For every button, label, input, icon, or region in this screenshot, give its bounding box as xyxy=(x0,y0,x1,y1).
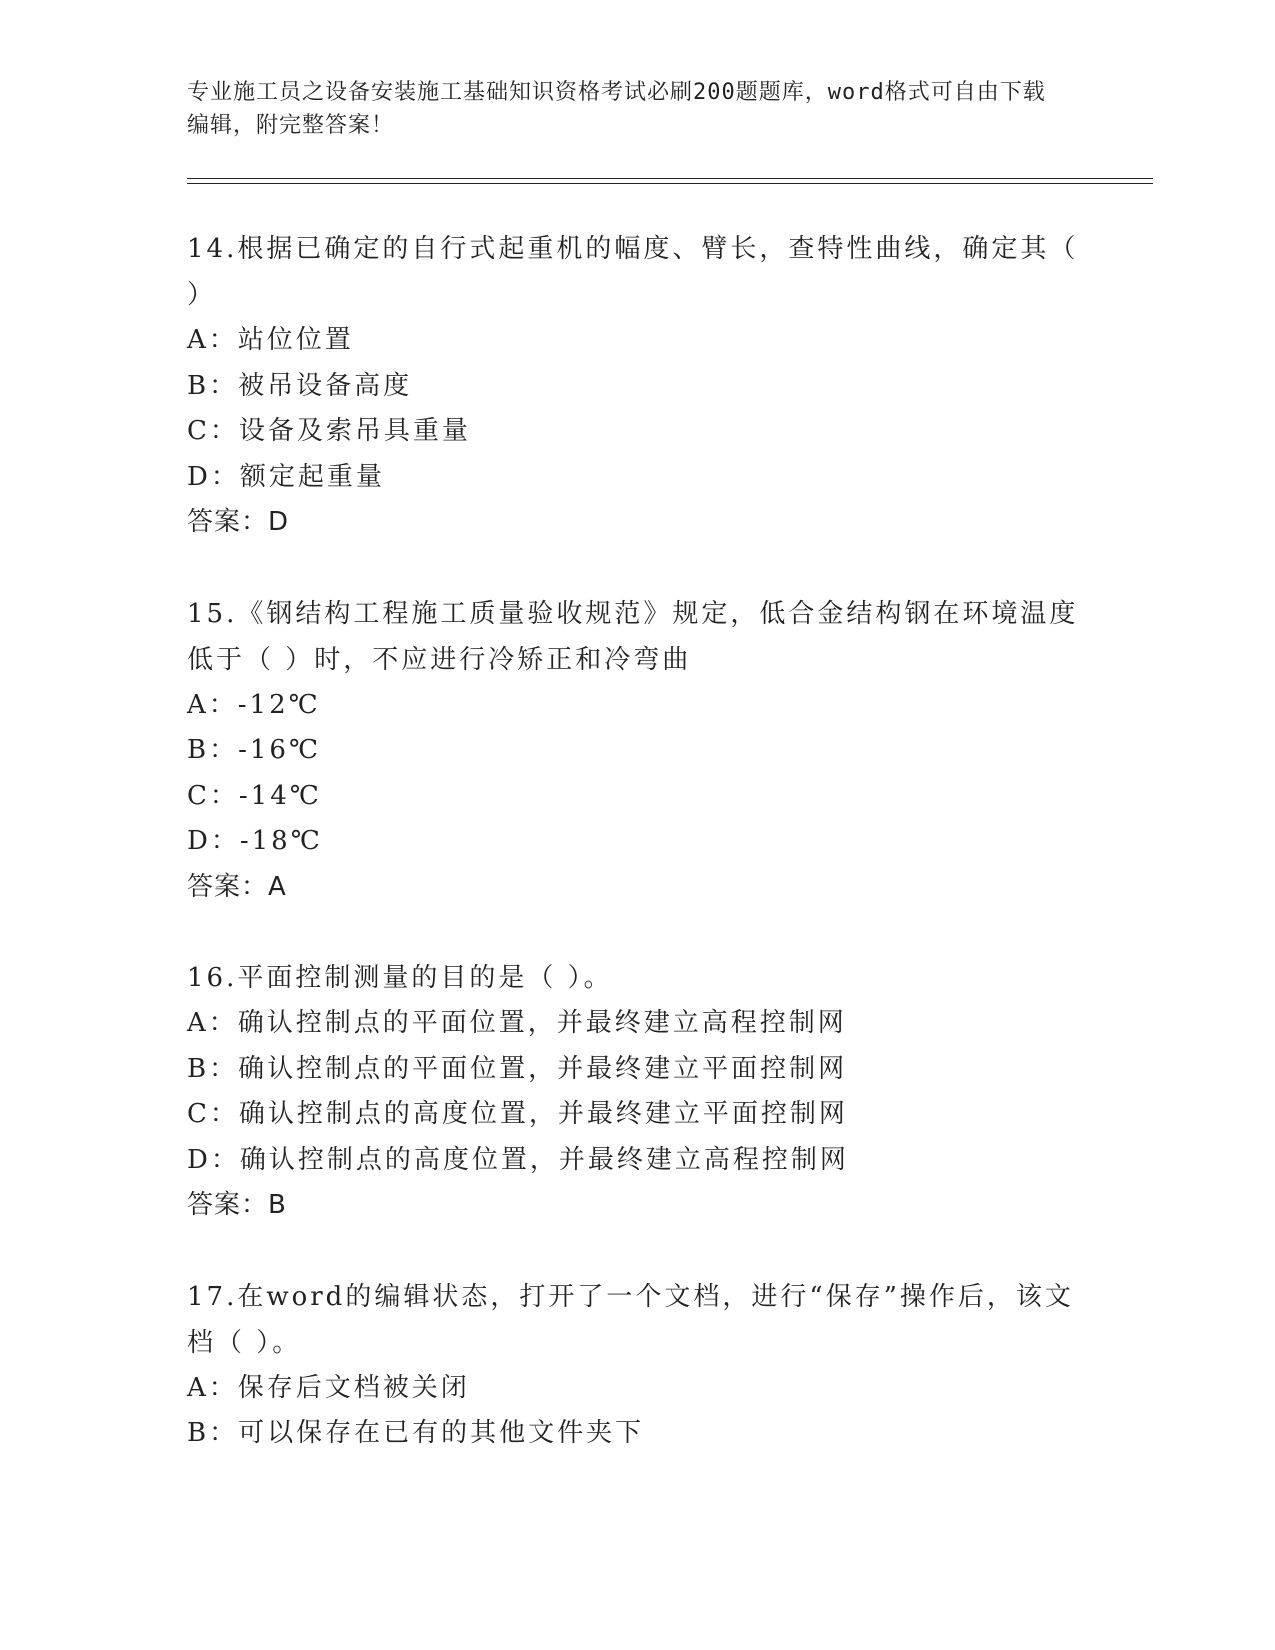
option-c: C：-14℃ xyxy=(187,780,322,811)
question-15 xyxy=(187,591,1087,911)
option-b: B：可以保存在已有的其他文件夹下 xyxy=(187,1418,645,1448)
answer-line: 答案：A xyxy=(187,871,287,902)
option-a: A：-12℃ xyxy=(187,689,321,720)
option-d: D：确认控制点的高度位置，并最终建立高程控制网 xyxy=(187,1144,849,1175)
option-b: B：确认控制点的平面位置，并最终建立平面控制网 xyxy=(187,1053,848,1084)
option-d: D：额定起重量 xyxy=(187,461,385,492)
option-b: B：被吊设备高度 xyxy=(187,370,413,401)
question-stem: 16.平面控制测量的目的是（ ）。 xyxy=(187,963,613,993)
question-17 xyxy=(187,1274,1087,1457)
option-a: A：确认控制点的平面位置，并最终建立高程控制网 xyxy=(187,1008,847,1038)
question-stem: 15.《钢结构工程施工质量验收规范》规定，低合金结构钢在环境温度低于（ ）时，不应进行冷矫正和冷弯曲 xyxy=(187,598,1079,675)
document-header: 专业施工员之设备安装施工基础知识资格考试必刷200题题库，word格式可自由下载编辑，附完整答案！ xyxy=(187,80,1046,138)
question-16 xyxy=(187,955,1087,1229)
option-c: C：设备及索吊具重量 xyxy=(187,416,471,446)
header-rule-top xyxy=(187,178,1153,179)
option-a: A：站位位置 xyxy=(187,325,354,355)
answer-line: 答案：D xyxy=(187,507,290,537)
option-c: C：确认控制点的高度位置，并最终建立平面控制网 xyxy=(187,1099,848,1129)
option-a: A：保存后文档被关闭 xyxy=(187,1372,470,1403)
option-d: D：-18℃ xyxy=(187,826,323,856)
option-b: B：-16℃ xyxy=(187,735,322,765)
header-rule-bottom xyxy=(187,183,1153,184)
question-stem: 17.在word的编辑状态，打开了一个文档，进行“保存”操作后，该文档（ ）。 xyxy=(187,1281,1074,1358)
question-list xyxy=(187,226,1087,1502)
question-14 xyxy=(187,226,1087,546)
question-stem: 14.根据已确定的自行式起重机的幅度、臂长，查特性曲线，确定其（ ） xyxy=(187,234,1079,310)
answer-line: 答案：B xyxy=(187,1190,287,1220)
